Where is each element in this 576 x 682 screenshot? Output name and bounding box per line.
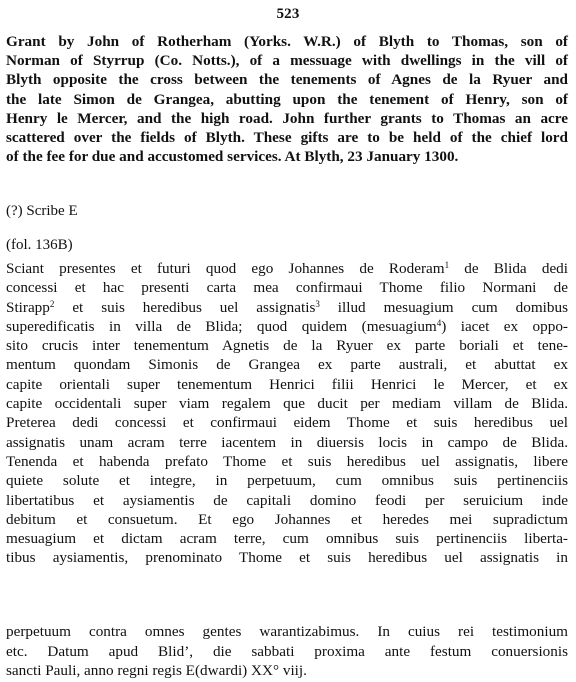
closing-line: etc. Datum apud Blid’, die sabbati proxima ante festum conuersionis (6, 642, 568, 660)
footnote-marker: 3 (315, 298, 320, 309)
latin-text: superedificatis in villa de Blida; quod quidem (mesuagium (6, 317, 437, 335)
latin-charter-text (6, 259, 568, 568)
latin-line: quiete solute et integre, in perpetuum, cum omnibus suis pertinenciis (6, 472, 568, 490)
latin-text: Stirapp (6, 298, 50, 316)
closing-line: sancti Pauli, anno regni regis E(dwardi) XX° viij. (6, 662, 307, 679)
summary-line: Norman of Styrrup (Co. Notts.), of a messuage with dwellings in the vill of (6, 52, 568, 70)
summary-line: of the fee for due and accustomed services. At Blyth, 23 January 1300. (6, 148, 459, 166)
latin-line: concessi et hac presenti carta mea confirmaui Thome filio Normani de (6, 279, 568, 297)
page-number: 523 (276, 6, 300, 22)
latin-line: libertatibus et aysiamentis de capitali domino feodi per seruicium inde (6, 491, 568, 509)
summary-line: Henry le Mercer, and the high road. John further grants to Thomas an acre (6, 109, 568, 127)
latin-line: mesuagium et dictam acram terre, cum omnibus suis pertinenciis liberta- (6, 530, 568, 548)
latin-line: assignatis unam acram terre iacentem in diuersis locis in campo de Blida. (6, 433, 568, 451)
latin-text: et suis heredibus uel assignatis (54, 298, 316, 316)
latin-line: mentum quondam Simonis de Grangea ex parte australi, et abuttat ex (6, 356, 568, 374)
latin-line: capite occidentali super viam regalem que ducit per mediam villam de Blida. (6, 395, 568, 413)
folio-reference: (fol. 136B) (6, 237, 73, 253)
summary-line: Blyth opposite the cross between the tenements of Agnes de la Ryuer and (6, 71, 568, 89)
summary-line: the late Simon de Grangea, abutting upon the tenement of Henry, son of (6, 90, 568, 108)
summary-line: Grant by John of Rotherham (Yorks. W.R.) of Blyth to Thomas, son of (6, 33, 568, 50)
latin-text: Sciant presentes et futuri quod ego Johannes de Roderam (6, 260, 445, 277)
latin-line: Preterea dedi concessi et confirmaui eidem Thome et suis heredibus uel (6, 414, 568, 432)
latin-text: ) iacet ex oppo- (441, 317, 568, 335)
latin-line: sito crucis inter tenementum Agnetis de la Ryuer ex parte boriali et tene- (6, 337, 568, 355)
latin-text: illud mesuagium cum domibus (319, 298, 568, 316)
footnote-marker: 4 (436, 317, 442, 328)
scribe-note: (?) Scribe E (6, 203, 78, 219)
latin-line: tibus aysiamentis, prenominato Thome et suis heredibus uel assignatis in (6, 549, 568, 567)
latin-closing-text (6, 622, 568, 681)
footnote-marker: 2 (49, 298, 55, 309)
latin-line (6, 317, 568, 336)
latin-line: Tenenda et habenda prefato Thome et suis heredibus uel assignatis, libere (6, 452, 568, 470)
latin-line (6, 298, 568, 317)
latin-line: debitum et consuetum. Et ego Johannes et heredes mei supradictum (6, 510, 568, 528)
closing-line: perpetuum contra omnes gentes warantizabimus. In cuius rei testimonium (6, 623, 568, 640)
english-summary (6, 32, 568, 166)
latin-text: de Blida dedi (449, 260, 568, 277)
latin-line (6, 259, 568, 278)
footnote-marker: 1 (444, 260, 450, 270)
latin-line: capite orientali super tenementum Henrici filii Henrici le Mercer, et ex (6, 375, 568, 393)
summary-line: scattered over the fields of Blyth. These gifts are to be held of the chief lord (6, 129, 568, 147)
